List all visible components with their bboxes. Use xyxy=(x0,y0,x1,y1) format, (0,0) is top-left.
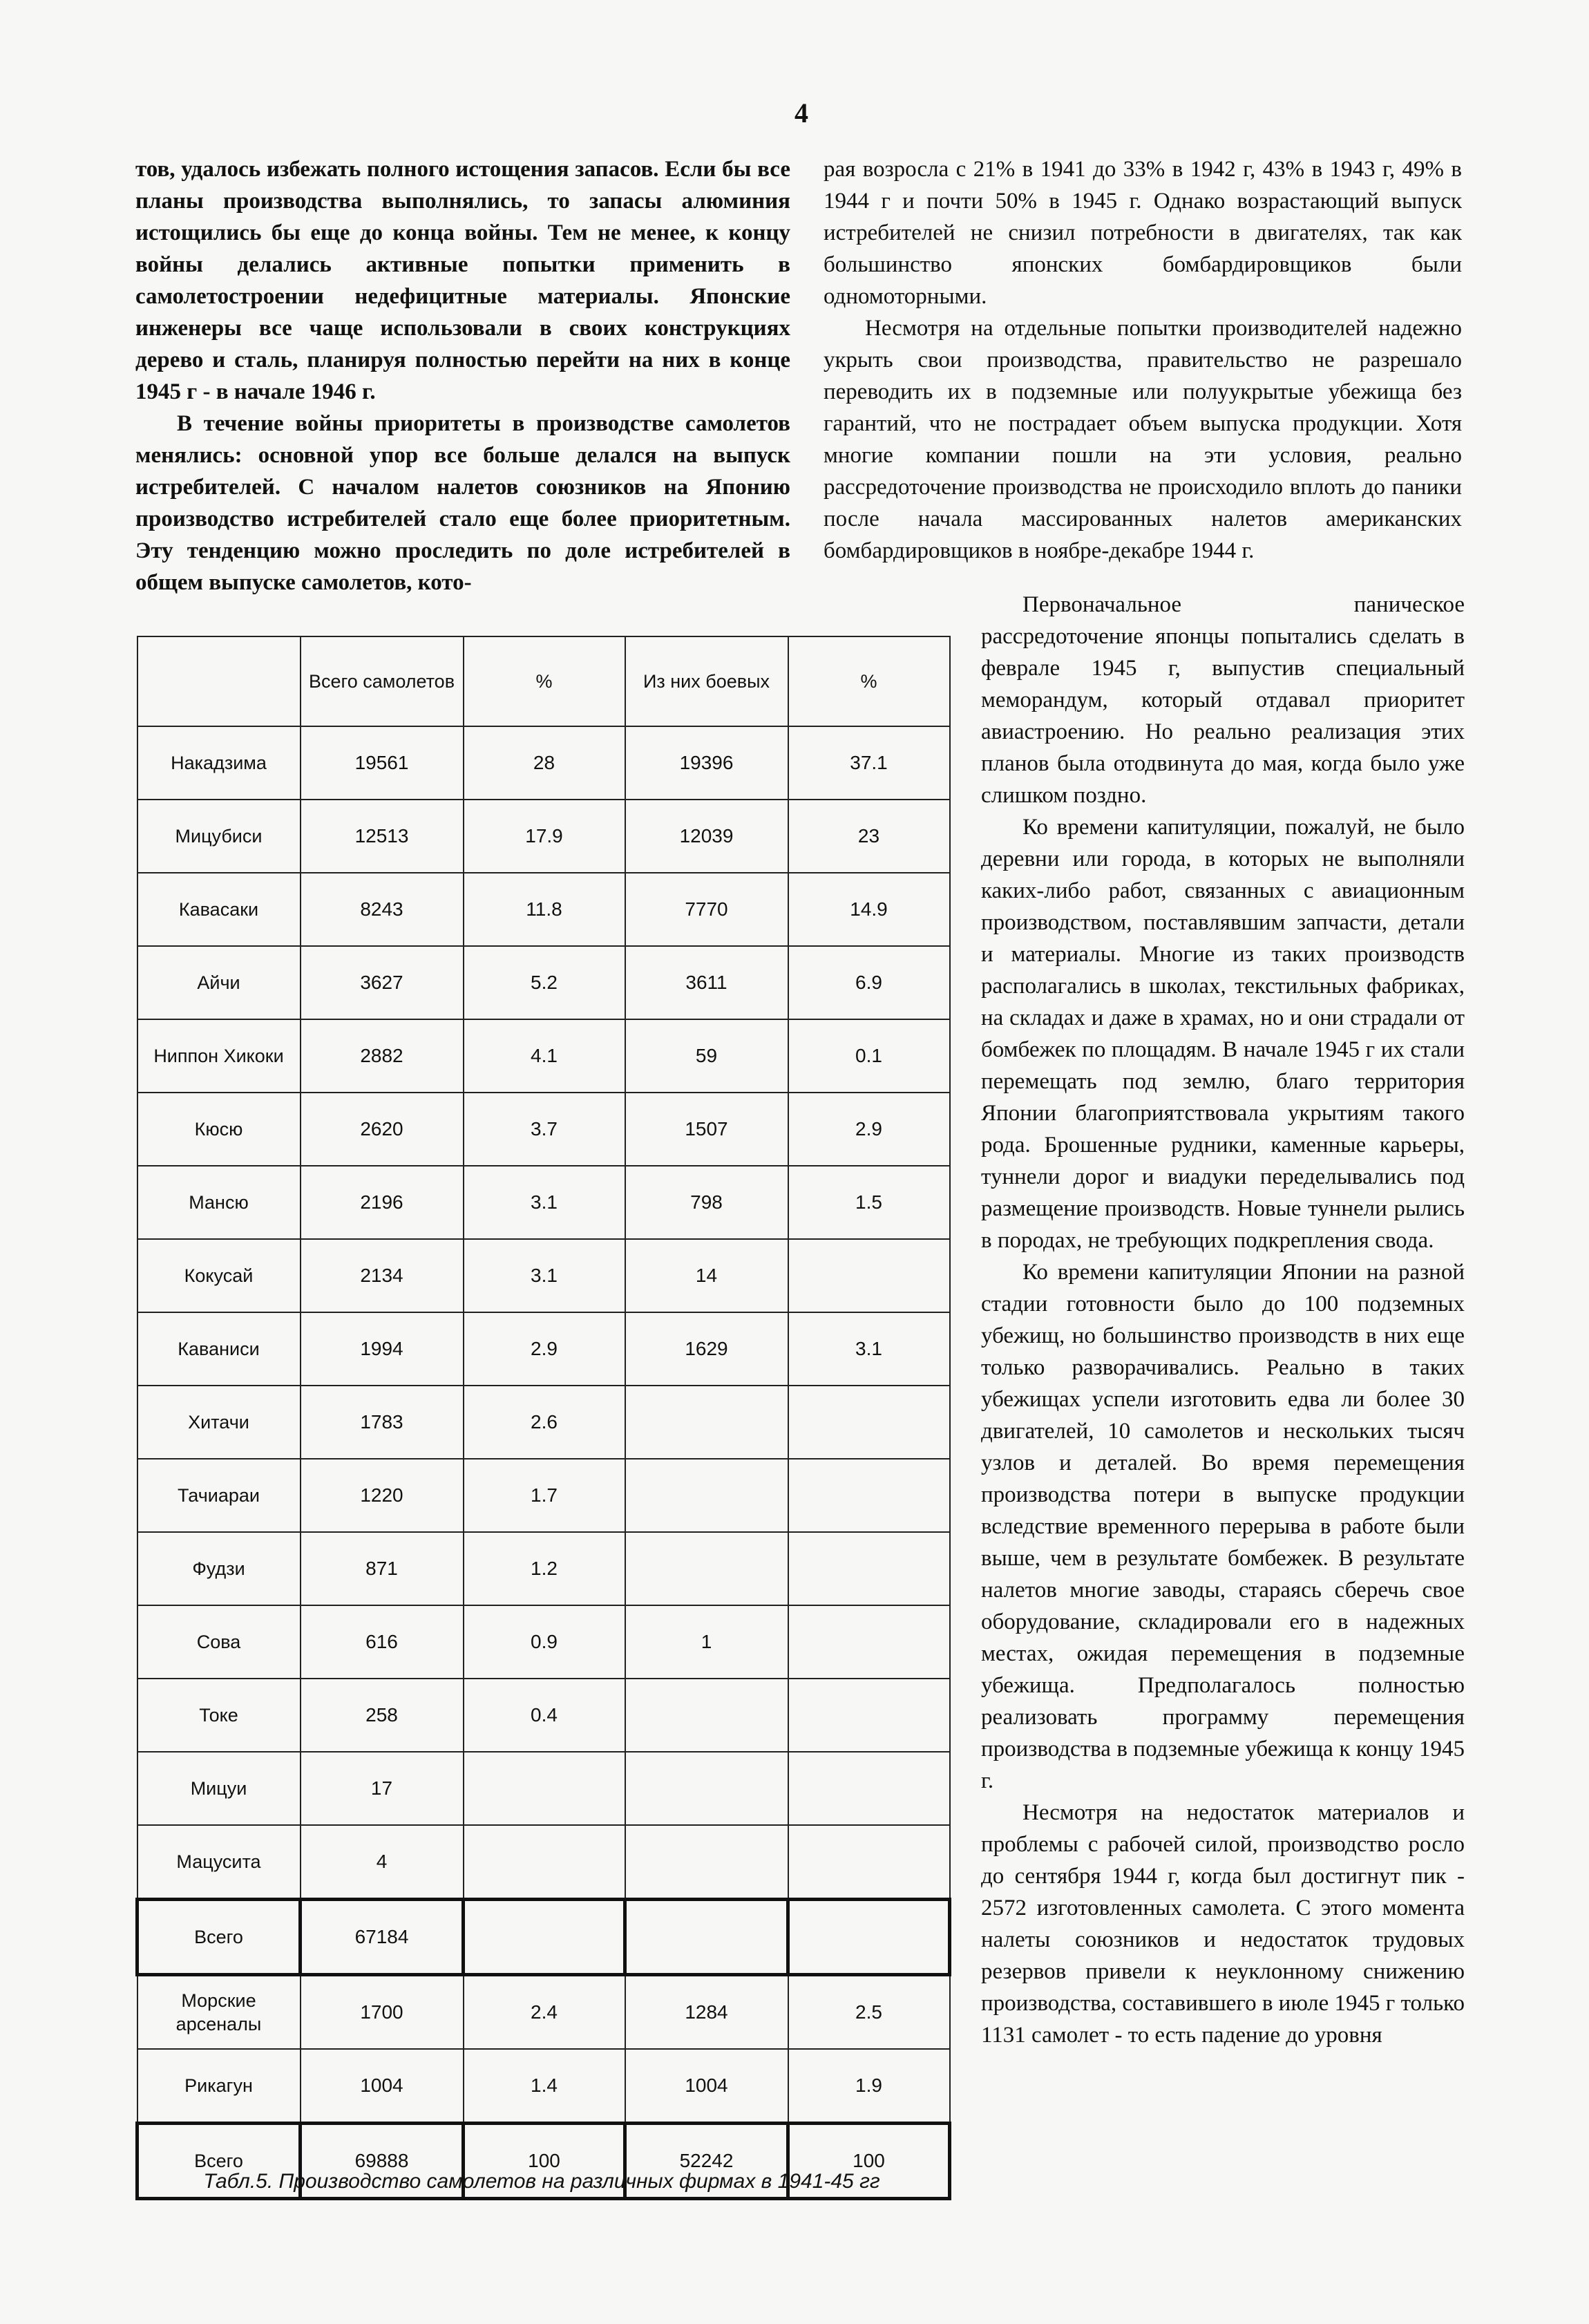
row-label: Хитачи xyxy=(137,1386,301,1459)
table-cell: 3.1 xyxy=(464,1239,625,1312)
table-cell: 100 xyxy=(464,2124,625,2199)
table-cell: 67184 xyxy=(301,1900,464,1975)
row-label: Мацусита xyxy=(137,1825,301,1900)
table-cell: 1284 xyxy=(625,1975,788,2050)
table-cell xyxy=(788,1386,950,1459)
table-cell xyxy=(625,1459,788,1532)
table-cell: 1220 xyxy=(301,1459,464,1532)
row-label: Мансю xyxy=(137,1166,301,1239)
table-cell: 8243 xyxy=(301,873,464,946)
paragraph: Несмотря на отдельные попытки производителей надежно укрыть свои производства, правительство не разрешало переводить их в подземные или полуукрытые убежища без гарантий, что не пострадает объем выпуска продукции. Хотя многие компании пошли на эти условия, реально рассредоточение производства не происходило вплоть до паники после начала массированных налетов американских бомбардировщиков в ноябре-декабре 1944 г. xyxy=(824,316,1462,563)
table-cell: 2.9 xyxy=(788,1093,950,1166)
table-cell: 616 xyxy=(301,1605,464,1679)
row-label: Ниппон Хикоки xyxy=(137,1019,301,1093)
table-cell: 69888 xyxy=(301,2124,464,2199)
table-cell: 52242 xyxy=(625,2124,788,2199)
table-row xyxy=(137,946,950,1019)
table-cell: 59 xyxy=(625,1019,788,1093)
row-label: Рикагун xyxy=(137,2049,301,2124)
table-row xyxy=(137,1166,950,1239)
table-row xyxy=(137,1825,950,1900)
table-cell: 258 xyxy=(301,1679,464,1752)
row-label: Каваниси xyxy=(137,1312,301,1386)
table-cell xyxy=(788,1605,950,1679)
table-cell: 2.9 xyxy=(464,1312,625,1386)
table-cell xyxy=(625,1900,788,1975)
paragraph: В течение войны приоритеты в производстве самолетов менялись: основной упор все больше делался на выпуск истребителей. С началом налетов союзников на Японию производство истребителей стало еще более приоритетным. Эту тенденцию можно проследить по доле истребителей в общем выпуске самолетов, кото- xyxy=(135,411,790,595)
table-cell: 11.8 xyxy=(464,873,625,946)
table-row xyxy=(137,1019,950,1093)
table-row xyxy=(137,726,950,800)
table-cell xyxy=(788,1679,950,1752)
table-cell xyxy=(464,1752,625,1825)
table-row xyxy=(137,1752,950,1825)
table-cell: 4.1 xyxy=(464,1019,625,1093)
table-cell: 0.1 xyxy=(788,1019,950,1093)
table-cell: 1507 xyxy=(625,1093,788,1166)
right-column-top-text xyxy=(824,153,1462,567)
table-cell: 37.1 xyxy=(788,726,950,800)
row-label: Всего xyxy=(137,1900,301,1975)
paragraph: Несмотря на недостаток материалов и проблемы с рабочей силой, производство росло до сентября 1944 г, когда был достигнут пик - 2572 изготовленных самолета. С этого момента налеты союзников и недостаток трудовых резервов привели к неуклонному снижению производства, составившего в июле 1945 г только 1131 самолет - то есть падение до уровня xyxy=(981,1800,1465,2048)
table-cell: 2882 xyxy=(301,1019,464,1093)
table-cell: 0.4 xyxy=(464,1679,625,1752)
table-cell xyxy=(625,1825,788,1900)
table-cell: 3.7 xyxy=(464,1093,625,1166)
table-cell xyxy=(788,1532,950,1605)
table-cell xyxy=(625,1752,788,1825)
table-cell: 14 xyxy=(625,1239,788,1312)
table-cell: 2.5 xyxy=(788,1975,950,2050)
table-cell xyxy=(464,1900,625,1975)
right-column-main-text xyxy=(981,589,1465,2051)
page-number: 4 xyxy=(794,97,808,129)
table-row xyxy=(137,1605,950,1679)
table-cell xyxy=(788,1825,950,1900)
table-row xyxy=(137,1532,950,1605)
table-cell: 17.9 xyxy=(464,800,625,873)
table-cell xyxy=(788,1900,950,1975)
table-cell: 1.4 xyxy=(464,2049,625,2124)
row-label: Айчи xyxy=(137,946,301,1019)
table-cell: 2196 xyxy=(301,1166,464,1239)
table-cell: 5.2 xyxy=(464,946,625,1019)
paragraph: рая возросла с 21% в 1941 до 33% в 1942 г, 43% в 1943 г, 49% в 1944 г и почти 50% в 1945 г. Однако возрастающий выпуск истребителей не снизил потребности в двигателях, так как большинство японских бомбардировщиков были одномоторными. xyxy=(824,157,1462,309)
row-label: Кокусай xyxy=(137,1239,301,1312)
table-cell: 3627 xyxy=(301,946,464,1019)
table-cell: 1783 xyxy=(301,1386,464,1459)
table-cell: 0.9 xyxy=(464,1605,625,1679)
table-cell: 19396 xyxy=(625,726,788,800)
table-cell: 3.1 xyxy=(788,1312,950,1386)
table-cell: 6.9 xyxy=(788,946,950,1019)
row-label: Мицубиси xyxy=(137,800,301,873)
row-label: Морские арсеналы xyxy=(137,1975,301,2050)
table-cell xyxy=(788,1239,950,1312)
column-header: Всего самолетов xyxy=(301,636,464,726)
table-row xyxy=(137,1386,950,1459)
column-header xyxy=(137,636,301,726)
table-row xyxy=(137,1900,950,1975)
row-label: Накадзима xyxy=(137,726,301,800)
paragraph: Ко времени капитуляции, пожалуй, не было деревни или города, в которых не выполняли каких-либо работ, связанных с авиационным производством, поставлявшим запчасти, детали и материалы. Многие из таких производств располагались в школах, текстильных фабриках, на складах и даже в храмах, но и они страдали от бомбежек по площадям. В начале 1945 г их стали перемещать под землю, благо территория Японии благоприятствовала укрытиям такого рода. Брошенные рудники, каменные карьеры, туннели дорог и виадуки переделывались под размещение производств. Новые туннели рылись в породах, не требующих подкрепления свода. xyxy=(981,815,1465,1253)
table-cell: 23 xyxy=(788,800,950,873)
row-label: Сова xyxy=(137,1605,301,1679)
table-cell xyxy=(788,1752,950,1825)
table-cell: 28 xyxy=(464,726,625,800)
paragraph: Первоначальное паническое рассредоточение японцы попытались сделать в феврале 1945 г, выпустив специальный меморандум, который отдавал приоритет авиастроению. Но реально реализация этих планов была отодвинута до мая, когда было уже слишком поздно. xyxy=(981,592,1465,808)
table-cell xyxy=(625,1386,788,1459)
table-cell: 1629 xyxy=(625,1312,788,1386)
row-label: Фудзи xyxy=(137,1532,301,1605)
row-label: Всего xyxy=(137,2124,301,2199)
table-cell: 1.7 xyxy=(464,1459,625,1532)
paragraph: Ко времени капитуляции Японии на разной стадии готовности было до 100 подземных убежищ, но большинство производств в них еще только разворачивались. Реально в таких убежищах успели изготовить едва ли более 30 двигателей, 10 самолетов и нескольких тысяч узлов и деталей. Во время перемещения производства потери в выпуске продукции вследствие временного перерыва в работе были выше, чем в результате бомбежек. В результате налетов многие заводы, стараясь сберечь свое оборудование, складировали его в надежных местах, ожидая перемещения в подземные убежища. Предполагалось полностью реализовать программу перемещения производства в подземные убежища к концу 1945 г. xyxy=(981,1260,1465,1793)
table-row xyxy=(137,1093,950,1166)
table-cell: 1004 xyxy=(625,2049,788,2124)
column-header: % xyxy=(788,636,950,726)
table-cell: 14.9 xyxy=(788,873,950,946)
table-cell: 12039 xyxy=(625,800,788,873)
table-cell: 4 xyxy=(301,1825,464,1900)
table-cell: 2.6 xyxy=(464,1386,625,1459)
table-cell: 100 xyxy=(788,2124,950,2199)
column-header: % xyxy=(464,636,625,726)
table-cell xyxy=(625,1679,788,1752)
table-cell: 1 xyxy=(625,1605,788,1679)
paragraph: тов, удалось избежать полного истощения запасов. Если бы все планы производства выполнялись, то запасы алюминия истощились бы еще до конца войны. Тем не менее, к концу войны делались активные попытки применить в самолетостроении недефицитные материалы. Японские инженеры все чаще использовали в своих конструкциях дерево и сталь, планируя полностью перейти на них в конце 1945 г - в начале 1946 г. xyxy=(135,157,790,404)
table-cell: 2134 xyxy=(301,1239,464,1312)
table-cell: 798 xyxy=(625,1166,788,1239)
table-cell: 1.9 xyxy=(788,2049,950,2124)
table-cell: 1700 xyxy=(301,1975,464,2050)
table-row xyxy=(137,1459,950,1532)
table-cell: 1994 xyxy=(301,1312,464,1386)
table-row xyxy=(137,1312,950,1386)
table-cell: 2.4 xyxy=(464,1975,625,2050)
table-cell: 19561 xyxy=(301,726,464,800)
table-row xyxy=(137,1975,950,2050)
table-cell: 2620 xyxy=(301,1093,464,1166)
table-cell xyxy=(625,1532,788,1605)
row-label: Кавасаки xyxy=(137,873,301,946)
table-cell xyxy=(788,1459,950,1532)
row-label: Кюсю xyxy=(137,1093,301,1166)
table-cell xyxy=(464,1825,625,1900)
table-row xyxy=(137,800,950,873)
row-label: Токе xyxy=(137,1679,301,1752)
table-cell: 1004 xyxy=(301,2049,464,2124)
table-cell: 12513 xyxy=(301,800,464,873)
table-cell: 3.1 xyxy=(464,1166,625,1239)
row-label: Тачиараи xyxy=(137,1459,301,1532)
table-cell: 1.5 xyxy=(788,1166,950,1239)
left-column-text xyxy=(135,153,790,598)
table-cell: 17 xyxy=(301,1752,464,1825)
production-table xyxy=(135,636,948,2200)
table-row xyxy=(137,1239,950,1312)
table-cell: 1.2 xyxy=(464,1532,625,1605)
row-label: Мицуи xyxy=(137,1752,301,1825)
table-caption: Табл.5. Производство самолетов на различных фирмах в 1941-45 гг xyxy=(203,2170,880,2193)
table-row xyxy=(137,2049,950,2124)
table-cell: 7770 xyxy=(625,873,788,946)
table-row xyxy=(137,1679,950,1752)
table-cell: 3611 xyxy=(625,946,788,1019)
column-header: Из них боевых xyxy=(625,636,788,726)
production-table-grid xyxy=(135,636,951,2200)
table-cell: 871 xyxy=(301,1532,464,1605)
table-header-row xyxy=(137,636,950,726)
table-row xyxy=(137,873,950,946)
